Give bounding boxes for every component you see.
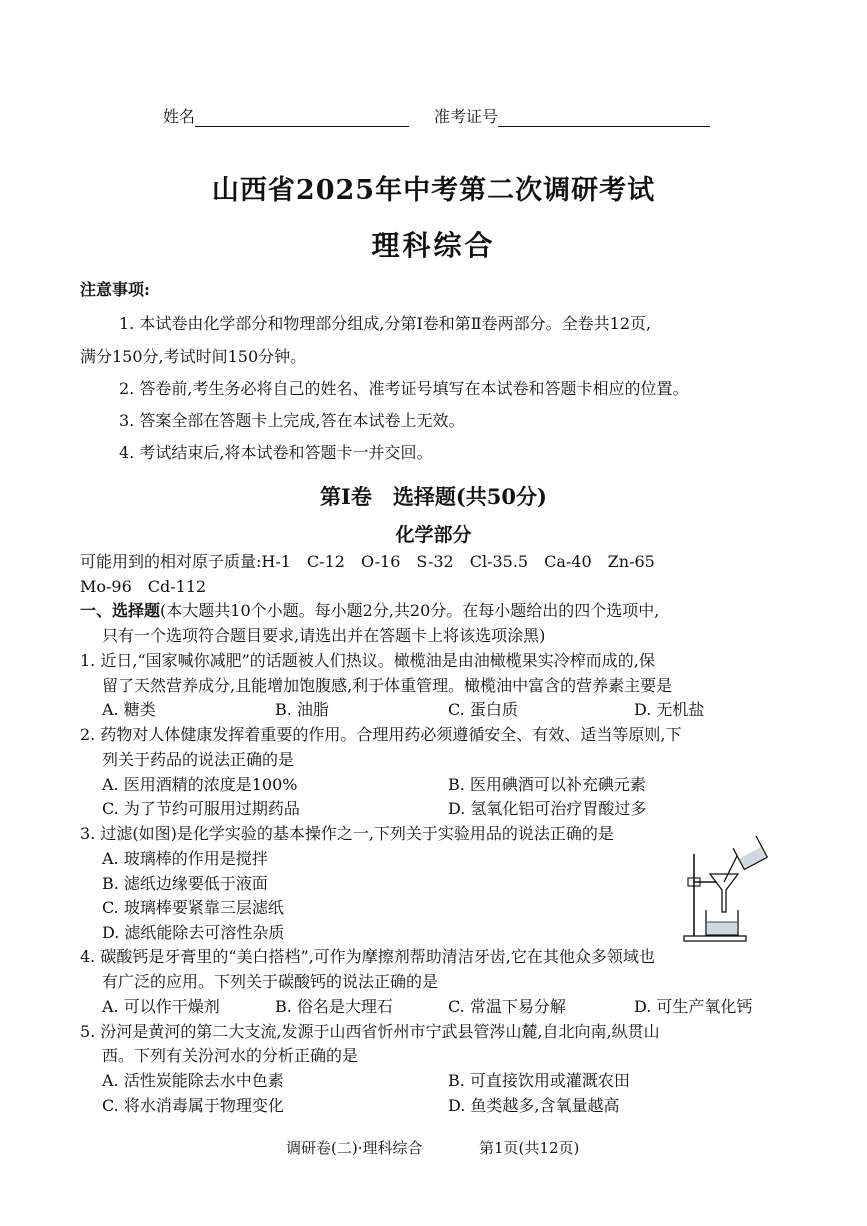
q4-option-d: D. 可生产氧化钙: [634, 997, 753, 1016]
q1-option-c: C. 蛋白质: [448, 700, 518, 719]
q2-stem-1: 2. 药物对人体健康发挥着重要的作用。合理用药必须遵循安全、有效、适当等原则,下: [80, 725, 682, 744]
q2-option-b: B. 医用碘酒可以补充碘元素: [448, 775, 646, 794]
q5-option-a: A. 活性炭能除去水中色素: [102, 1071, 284, 1090]
exam-id-blank: [498, 108, 710, 127]
exam-id-label: 准考证号: [434, 107, 499, 126]
note-4: 4. 考试结束后,将本试卷和答题卡一并交回。: [119, 443, 433, 462]
q4-option-a: A. 可以作干燥剂: [102, 997, 220, 1016]
q5-stem-2: 西。下列有关汾河水的分析正确的是: [102, 1046, 359, 1065]
note-3: 3. 答案全部在答题卡上完成,答在本试卷上无效。: [119, 411, 465, 430]
q5-stem-1: 5. 汾河是黄河的第二大支流,发源于山西省忻州市宁武县管涔山麓,自北向南,纵贯山: [80, 1022, 660, 1041]
q1-option-d: D. 无机盐: [634, 700, 705, 719]
q2-option-c: C. 为了节约可服用过期药品: [102, 799, 300, 818]
q3-option-d: D. 滤纸能除去可溶性杂质: [102, 923, 285, 942]
choice-instructions-text: (本大题共10个小题。每小题2分,共20分。在每小题给出的四个选项中,: [160, 601, 660, 620]
q4-stem-2: 有广泛的应用。下列关于碳酸钙的说法正确的是: [102, 972, 439, 991]
exam-id-field: [434, 104, 710, 127]
chem-title: 化学部分: [395, 524, 472, 546]
q5-option-c: C. 将水消毒属于物理变化: [102, 1096, 284, 1115]
note-2: 2. 答卷前,考生务必将自己的姓名、准考证号填写在本试卷和答题卡相应的位置。: [119, 379, 689, 398]
note-1: 1. 本试卷由化学部分和物理部分组成,分第Ⅰ卷和第Ⅱ卷两部分。全卷共12页,: [119, 314, 652, 333]
q1-stem-1: 1. 近日,“国家喊你减肥”的话题被人们热议。橄榄油是由油橄榄果实冷榨而成的,保: [80, 651, 655, 670]
q5-option-d: D. 鱼类越多,含氧量越高: [448, 1096, 620, 1115]
name-label: 姓名: [163, 107, 196, 126]
name-blank: [195, 108, 409, 127]
section-title: 第Ⅰ卷 选择题(共50分): [320, 484, 547, 509]
atomic-mass-line-2: Mo-96 Cd-112: [80, 577, 207, 596]
notes-heading: 注意事项:: [80, 280, 150, 299]
q5-option-b: B. 可直接饮用或灌溉农田: [448, 1071, 630, 1090]
filtration-apparatus-figure: [680, 832, 775, 944]
q4-stem-1: 4. 碳酸钙是牙膏里的“美白搭档”,可作为摩擦剂帮助清洁牙齿,它在其他众多领域也: [80, 947, 655, 966]
q2-option-d: D. 氢氧化铝可治疗胃酸过多: [448, 799, 647, 818]
q1-option-a: A. 糖类: [102, 700, 156, 719]
name-field: [163, 104, 409, 127]
exam-title: 山西省2025年中考第二次调研考试: [211, 175, 656, 206]
q4-option-b: B. 俗名是大理石: [275, 997, 393, 1016]
q2-stem-2: 列关于药品的说法正确的是: [102, 750, 295, 769]
footer-paper: 调研卷(二)·理科综合: [286, 1139, 423, 1157]
q1-stem-2: 留了天然营养成分,且能增加饱腹感,利于体重管理。橄榄油中富含的营养素主要是: [102, 676, 673, 695]
q3-option-c: C. 玻璃棒要紧靠三层滤纸: [102, 898, 284, 917]
q2-option-a: A. 医用酒精的浓度是100%: [102, 775, 298, 794]
atomic-mass-line-1: 可能用到的相对原子质量:H-1 C-12 O-16 S-32 Cl-35.5 Ca-40 Zn-65: [80, 552, 655, 571]
subject-title: 理科综合: [371, 229, 496, 262]
choice-instructions-1: 一、选择题(本大题共10个小题。每小题2分,共20分。在每小题给出的四个选项中,: [80, 601, 660, 620]
q4-option-c: C. 常温下易分解: [448, 997, 566, 1016]
q3-option-b: B. 滤纸边缘要低于液面: [102, 874, 268, 893]
q3-option-a: A. 玻璃棒的作用是搅拌: [102, 849, 268, 868]
q3-stem-1: 3. 过滤(如图)是化学实验的基本操作之一,下列关于实验用品的说法正确的是: [80, 824, 614, 843]
q1-option-b: B. 油脂: [275, 700, 329, 719]
choice-instructions-2: 只有一个选项符合题目要求,请选出并在答题卡上将该选项涂黑): [102, 626, 546, 645]
note-1-cont: 满分150分,考试时间150分钟。: [80, 347, 307, 366]
footer-page: 第1页(共12页): [479, 1139, 580, 1157]
